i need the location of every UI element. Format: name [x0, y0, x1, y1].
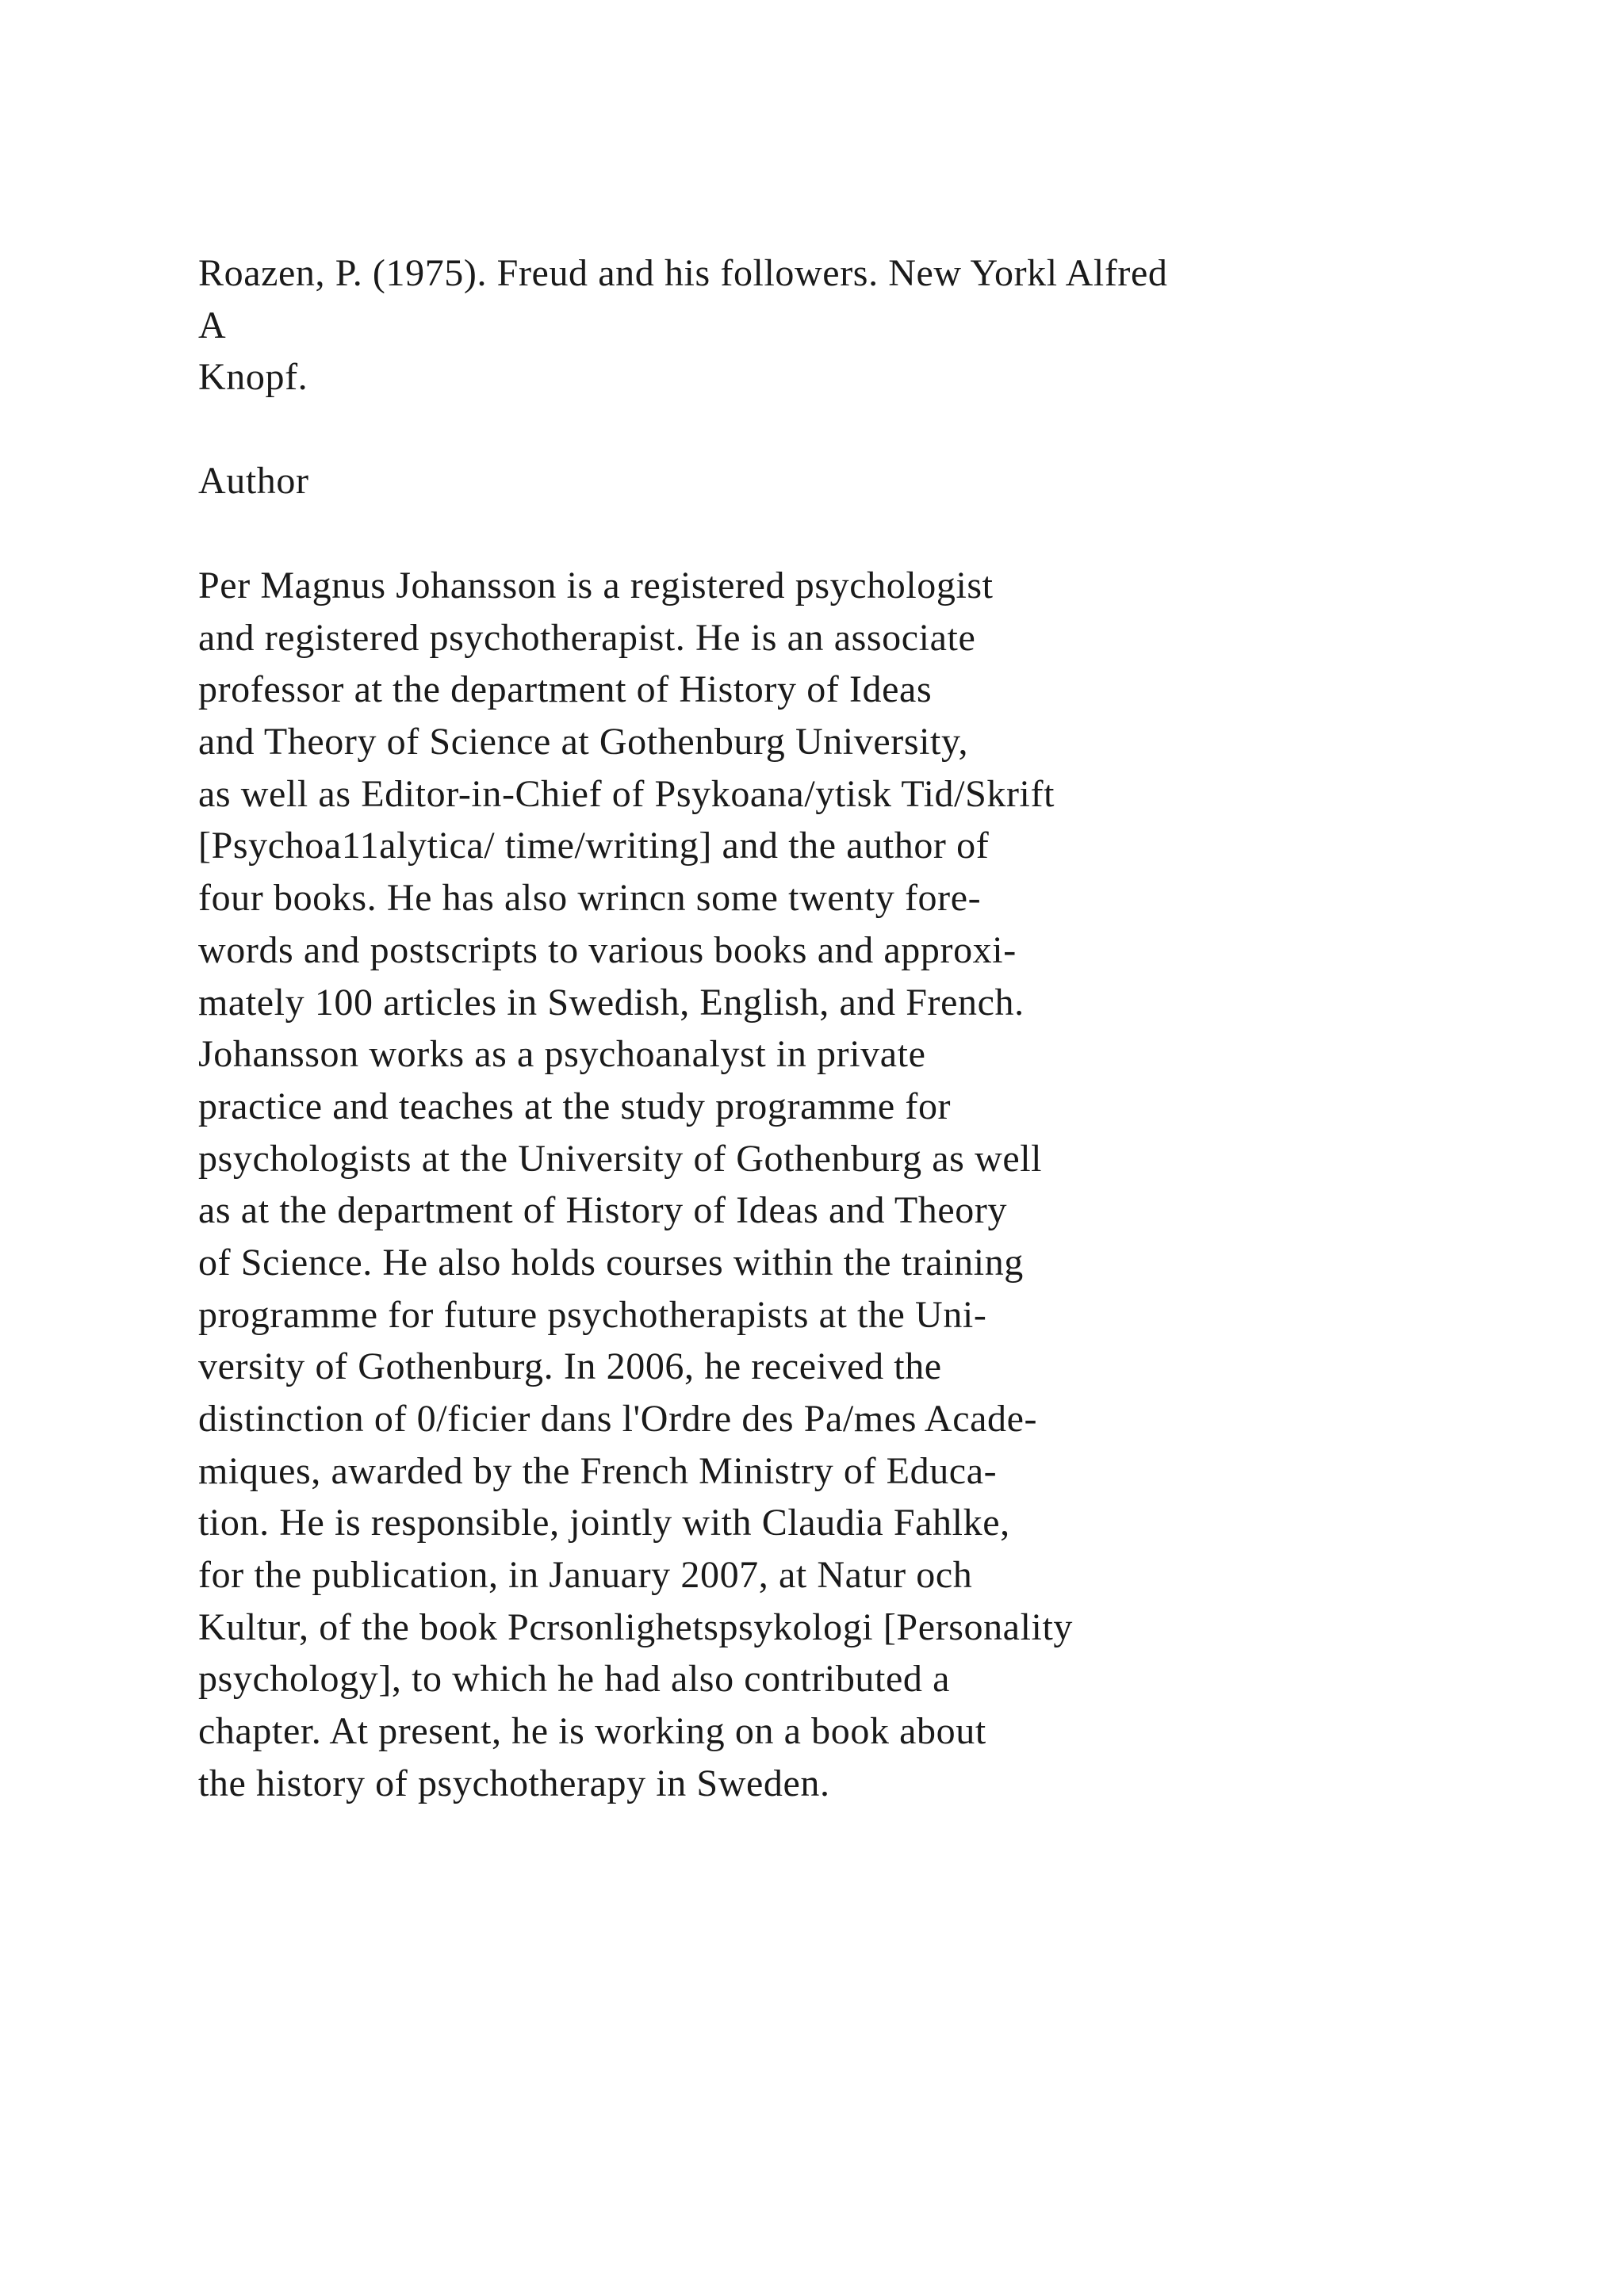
bio-line: miques, awarded by the French Ministry of Educa- — [198, 1449, 998, 1492]
bio-line: and registered psychotherapist. He is an associate — [198, 616, 976, 659]
bio-line: [Psychoa11alytica/ time/writing] and the author of — [198, 825, 990, 867]
bio-line: distinction of 0/ficier dans l'Ordre des Pa/mes Acade- — [198, 1398, 1038, 1440]
reference-line: Knopf. — [198, 356, 308, 399]
bio-line: the history of psychotherapy in Sweden. — [198, 1762, 830, 1804]
bio-line: and Theory of Science at Gothenburg University, — [198, 721, 969, 763]
author-heading: Author — [198, 460, 309, 502]
bio-line: practice and teaches at the study programme for — [198, 1085, 952, 1127]
bio-line: words and postscripts to various books and approxi- — [198, 928, 1017, 971]
bio-line: four books. He has also wrincn some twenty fore- — [198, 877, 982, 920]
bio-line: as well as Editor-in-Chief of Psykoana/ytisk Tid/Skrift — [198, 772, 1055, 815]
bio-line: mately 100 articles in Swedish, English, and French. — [198, 981, 1025, 1024]
bio-line: versity of Gothenburg. In 2006, he received the — [198, 1345, 942, 1388]
author-section-header — [198, 455, 1546, 507]
bio-line: Per Magnus Johansson is a registered psychologist — [198, 564, 994, 607]
bio-line: Johansson works as a psychoanalyst in private — [198, 1033, 926, 1076]
bio-line: Kultur, of the book Pcrsonlighetspsykologi [Personality — [198, 1605, 1073, 1648]
reference-entry — [198, 247, 1546, 404]
bio-line: psychologists at the University of Gothenburg as well — [198, 1137, 1043, 1180]
reference-line: A — [198, 304, 227, 346]
author-bio — [198, 560, 1546, 1810]
bio-line: of Science. He also holds courses within the training — [198, 1241, 1024, 1284]
bio-line: for the publication, in January 2007, at Natur och — [198, 1554, 973, 1597]
bio-line: as at the department of History of Ideas and Theory — [198, 1189, 1008, 1232]
bio-line: chapter. At present, he is working on a book about — [198, 1710, 986, 1753]
bio-line: programme for future psychotherapists at the Uni- — [198, 1293, 987, 1336]
bio-line: professor at the department of History of Ideas — [198, 668, 933, 711]
bio-line: psychology], to which he had also contributed a — [198, 1658, 950, 1701]
bio-line: tion. He is responsible, jointly with Claudia Fahlke, — [198, 1502, 1010, 1544]
reference-line: Roazen, P. (1975). Freud and his followers. New Yorkl Alfred — [198, 252, 1168, 294]
